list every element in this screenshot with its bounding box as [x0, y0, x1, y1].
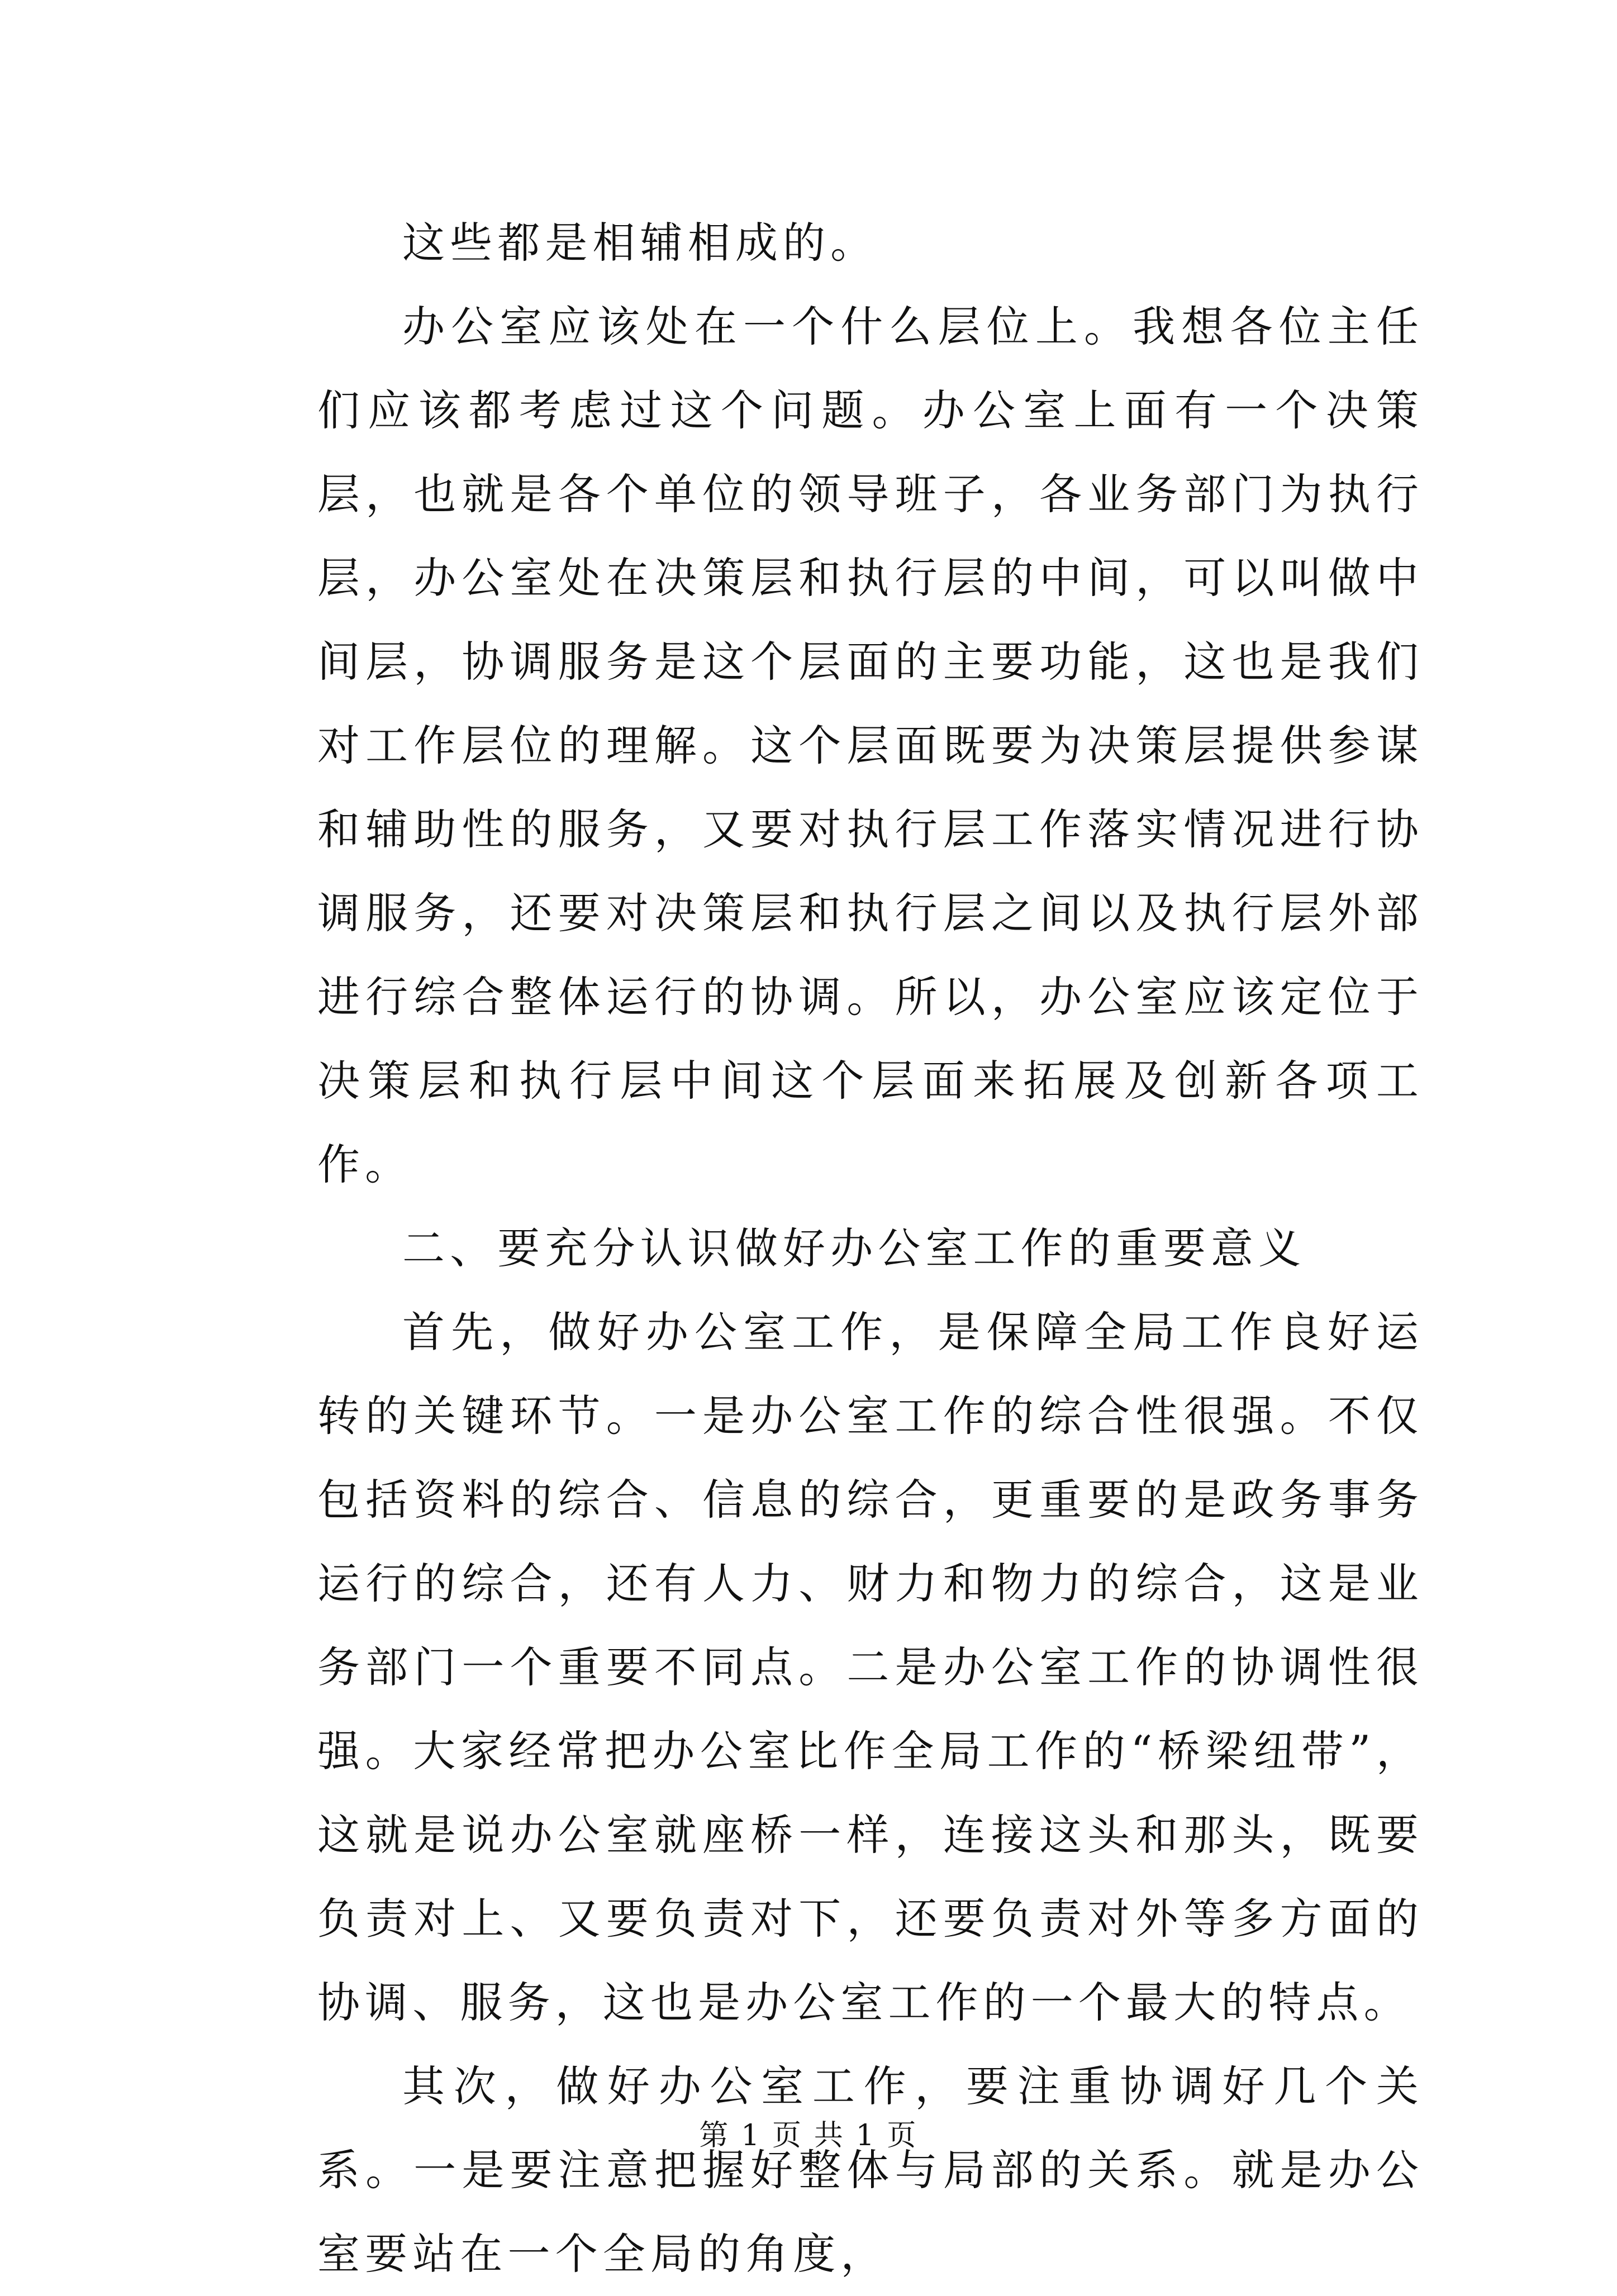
paragraph-office-level: 办公室应该处在一个什么层位上。我想各位主任们应该都考虑过这个问题。办公室上面有一个决策层，也就是各个单位的领导班子，各业务部门为执行层，办公室处在决策层和执行层的中间，可以叫做中间层，协调服务是这个层面的主要功能，这也是我们对工作层位的理解。这个层面既要为决策层提供参谋和辅助性的服务，又要对执行层工作落实情况进行协调服务，还要对决策层和执行层之间以及执行层外部进行综合整体运行的协调。所以，办公室应该定位于决策层和执行层中间这个层面来拓展及创新各项工作。 — [317, 302, 1424, 1189]
paragraph-second: 其次，做好办公室工作，要注重协调好几个关系。一是要注意把握好整体与局部的关系。就是办公室要站在一个全局的角度， — [317, 2061, 1424, 2279]
paragraph-first: 首先，做好办公室工作，是保障全局工作良好运转的关键环节。一是办公室工作的综合性很强。不仅包括资料的综合、信息的综合，更重要的是政务事务运行的综合，还有人力、财力和物力的综合，这是业务部门一个重要不同点。二是办公室工作的协调性很强。大家经常把办公室比作全局工作的“桥梁纽带”，这就是说办公室就座桥一样，连接这头和那头，既要负责对上、又要负责对下，还要负责对外等多方面的协调、服务，这也是办公室工作的一个最大的特点。 — [317, 1307, 1424, 2027]
paragraph-intro: 这些都是相辅相成的。 — [402, 218, 878, 268]
section-heading: 二、要充分认识做好办公室工作的重要意义 — [402, 1223, 1306, 1273]
page-footer: 第 1 页 共 1 页 — [699, 2119, 918, 2152]
document-body — [317, 201, 1424, 2296]
